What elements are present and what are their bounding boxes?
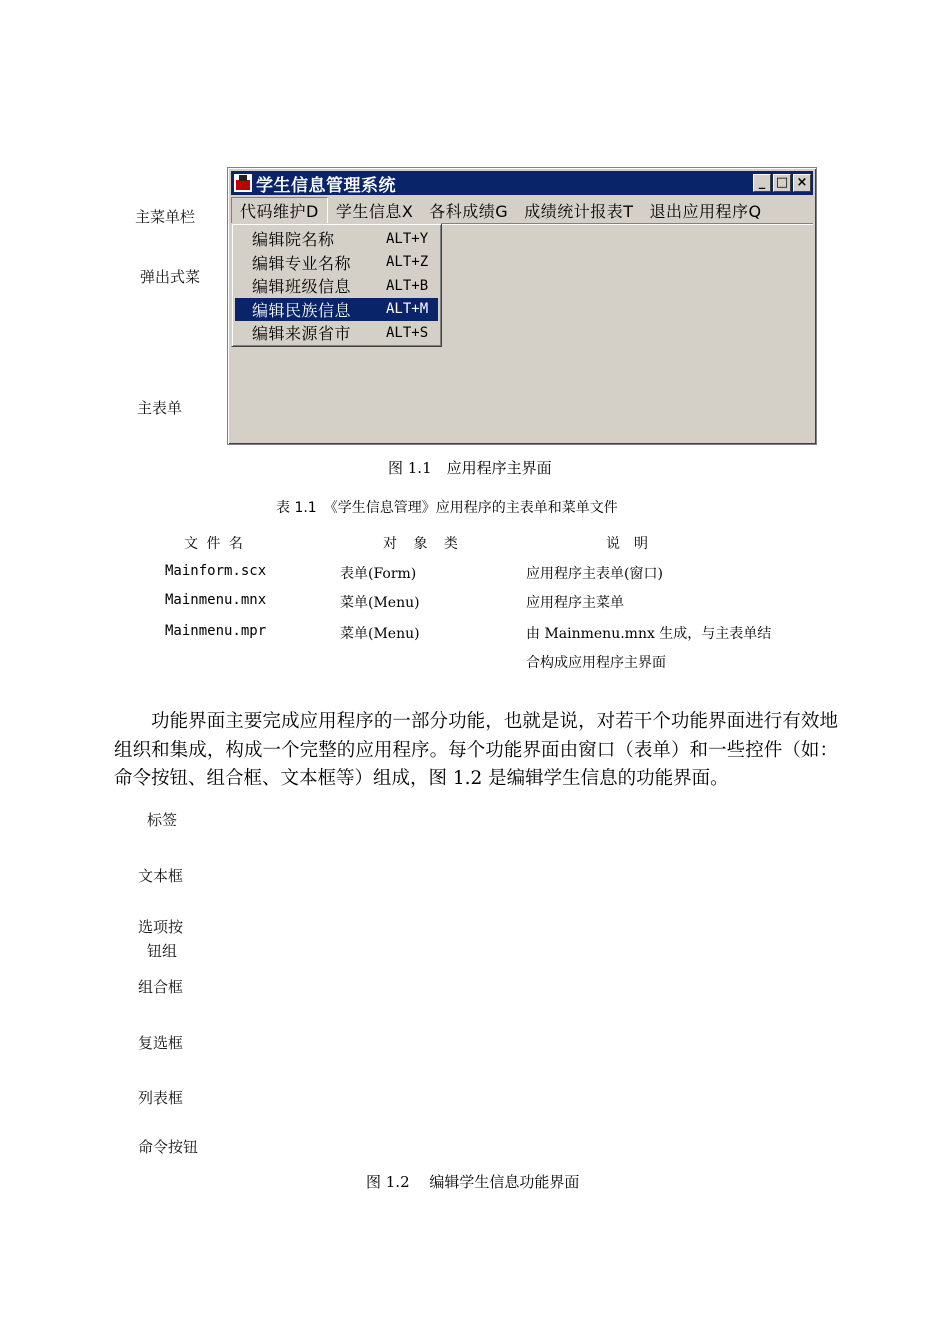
annotation-textbox: 文本框 <box>138 867 184 885</box>
menu-grades[interactable]: 各科成绩G <box>429 201 509 221</box>
annotation-label: 标签 <box>147 811 178 829</box>
popup-item-shortcut: ALT+Y <box>386 230 429 247</box>
annotation-option-group-cont: 钮组 <box>147 942 178 960</box>
table-cell-continuation: 合构成应用程序主界面 <box>526 655 666 671</box>
annotation-option-group: 选项按 <box>138 918 184 936</box>
annotation-main-form: 主表单 <box>137 399 183 417</box>
table-header-object-class: 对 象 类 <box>383 536 464 552</box>
menu-grade-reports[interactable]: 成绩统计报表T <box>524 201 634 221</box>
popup-item-shortcut: ALT+M <box>386 301 429 318</box>
table-cell: 应用程序主菜单 <box>526 595 624 611</box>
table-cell: 应用程序主表单(窗口) <box>526 566 663 582</box>
annotation-listbox: 列表框 <box>138 1089 184 1107</box>
table-header-description: 说 明 <box>606 536 648 552</box>
table-cell: 表单(Form) <box>340 566 417 582</box>
table-header-filename: 文 件 名 <box>184 536 245 552</box>
table-cell: 由 Mainmenu.mnx 生成，与主表单结 <box>526 626 772 642</box>
table-cell: Mainmenu.mpr <box>165 623 267 639</box>
table-cell: 菜单(Menu) <box>340 595 420 611</box>
annotation-main-menubar: 主菜单栏 <box>135 208 196 226</box>
app-icon <box>234 174 252 192</box>
popup-item-label: 编辑班级信息 <box>252 277 352 297</box>
window-title: 学生信息管理系统 <box>256 175 396 196</box>
menu-exit[interactable]: 退出应用程序Q <box>649 201 762 221</box>
popup-item-label: 编辑院名称 <box>252 230 335 250</box>
close-button[interactable]: × <box>793 174 811 192</box>
annotation-command-button: 命令按钮 <box>138 1138 199 1156</box>
popup-item-shortcut: ALT+B <box>386 277 429 294</box>
annotation-checkbox: 复选框 <box>138 1034 184 1052</box>
app-main-window <box>227 167 817 445</box>
popup-item-province[interactable] <box>235 321 438 345</box>
table-cell: Mainform.scx <box>165 563 267 579</box>
table-title: 表 1.1 《学生信息管理》应用程序的主表单和菜单文件 <box>276 500 618 516</box>
body-paragraph: 功能界面主要完成应用程序的一部分功能，也就是说，对若干个功能界面进行有效地组织和集成，构成一个完整的应用程序。每个功能界面由窗口（表单）和一些控件（如：命令按钮、组合框、文本框等）组成，图 1.2 是编辑学生信息的功能界面。 <box>114 711 838 789</box>
popup-item-class[interactable] <box>235 274 438 298</box>
popup-item-shortcut: ALT+S <box>386 324 429 341</box>
menubar <box>231 198 813 222</box>
figure-1-caption: 图 1.1 应用程序主界面 <box>388 459 552 477</box>
annotation-combobox: 组合框 <box>138 978 184 996</box>
minimize-button[interactable]: _ <box>753 174 771 192</box>
popup-item-label: 编辑专业名称 <box>252 253 352 273</box>
table-cell: 菜单(Menu) <box>340 626 420 642</box>
title-bar[interactable] <box>231 171 813 195</box>
popup-item-shortcut: ALT+Z <box>386 254 429 271</box>
popup-item-ethnicity[interactable] <box>235 298 438 322</box>
maximize-button[interactable]: □ <box>773 174 791 192</box>
figure-2-caption: 图 1.2 编辑学生信息功能界面 <box>366 1173 580 1191</box>
popup-item-major[interactable] <box>235 251 438 275</box>
menu-student-info[interactable]: 学生信息X <box>335 201 414 221</box>
menu-code-maintenance[interactable]: 代码维护D <box>231 197 328 224</box>
popup-item-label: 编辑来源省市 <box>252 324 352 344</box>
popup-item-label: 编辑民族信息 <box>252 300 352 320</box>
table-cell: Mainmenu.mnx <box>165 592 267 608</box>
popup-item-college[interactable] <box>235 227 438 251</box>
popup-menu <box>231 223 442 347</box>
annotation-popup-menu: 弹出式菜 <box>140 268 201 286</box>
